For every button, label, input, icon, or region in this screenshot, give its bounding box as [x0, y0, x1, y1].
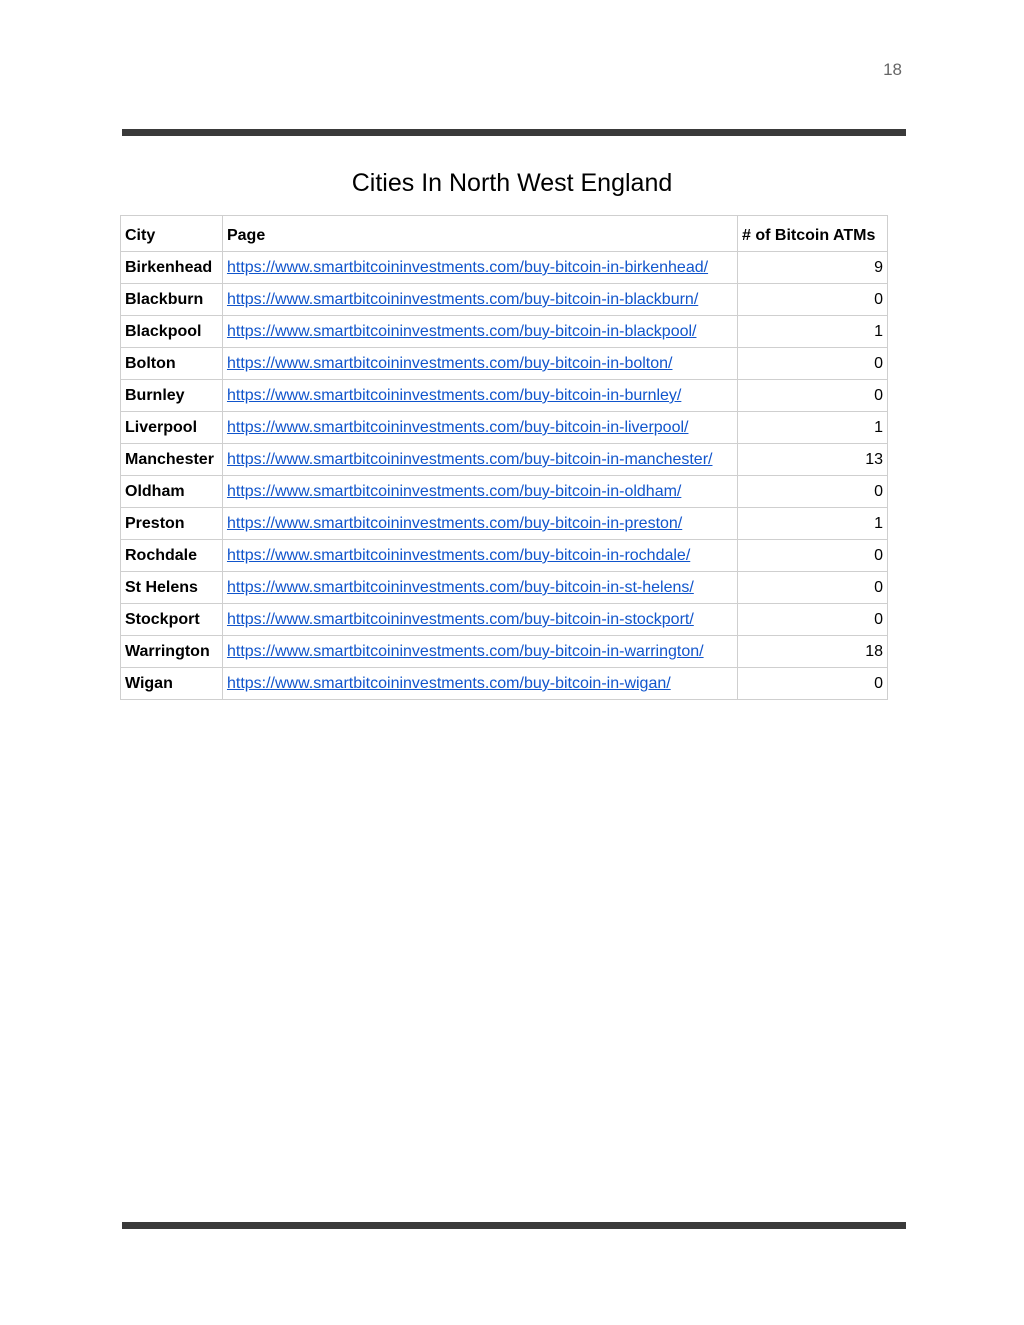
page-cell — [222, 572, 737, 604]
table-row — [121, 380, 888, 412]
bottom-divider — [122, 1222, 906, 1229]
city-name: Blackburn — [121, 284, 223, 316]
atm-count: 0 — [738, 348, 888, 380]
city-name: Oldham — [121, 476, 223, 508]
table-row — [121, 444, 888, 476]
bitcoin-atm-table — [120, 215, 888, 700]
page-cell — [222, 284, 737, 316]
page-cell — [222, 604, 737, 636]
atm-count: 1 — [738, 412, 888, 444]
city-name: Preston — [121, 508, 223, 540]
city-page-link[interactable]: https://www.smartbitcoininvestments.com/buy-bitcoin-in-stockport/ — [226, 611, 694, 628]
atm-count: 0 — [738, 604, 888, 636]
city-name: Warrington — [121, 636, 223, 668]
city-name: St Helens — [121, 572, 223, 604]
table-row — [121, 668, 888, 700]
city-name: Birkenhead — [121, 252, 223, 284]
atm-count: 9 — [738, 252, 888, 284]
city-page-link[interactable]: https://www.smartbitcoininvestments.com/buy-bitcoin-in-liverpool/ — [226, 419, 689, 436]
table-body — [121, 252, 888, 700]
page-cell — [222, 348, 737, 380]
page-cell — [222, 636, 737, 668]
city-name: Stockport — [121, 604, 223, 636]
city-page-link[interactable]: https://www.smartbitcoininvestments.com/buy-bitcoin-in-rochdale/ — [226, 547, 691, 564]
city-name: Liverpool — [121, 412, 223, 444]
atm-count: 0 — [738, 668, 888, 700]
atm-count: 0 — [738, 284, 888, 316]
table-row — [121, 252, 888, 284]
page-cell — [222, 444, 737, 476]
page-number: 18 — [883, 60, 902, 79]
city-page-link[interactable]: https://www.smartbitcoininvestments.com/buy-bitcoin-in-st-helens/ — [226, 579, 694, 596]
page-cell — [222, 540, 737, 572]
city-page-link[interactable]: https://www.smartbitcoininvestments.com/buy-bitcoin-in-wigan/ — [226, 675, 671, 692]
table-row — [121, 348, 888, 380]
city-name: Rochdale — [121, 540, 223, 572]
table-row — [121, 636, 888, 668]
city-page-link[interactable]: https://www.smartbitcoininvestments.com/buy-bitcoin-in-manchester/ — [226, 451, 713, 468]
city-page-link[interactable]: https://www.smartbitcoininvestments.com/buy-bitcoin-in-bolton/ — [226, 355, 673, 372]
page-cell — [222, 412, 737, 444]
page-title: Cities In North West England — [351, 169, 673, 197]
city-page-link[interactable]: https://www.smartbitcoininvestments.com/buy-bitcoin-in-birkenhead/ — [226, 259, 709, 276]
table-row — [121, 540, 888, 572]
table-row — [121, 476, 888, 508]
table-row — [121, 572, 888, 604]
city-page-link[interactable]: https://www.smartbitcoininvestments.com/buy-bitcoin-in-warrington/ — [226, 643, 704, 660]
table-header-row — [121, 216, 888, 252]
atm-count: 1 — [738, 508, 888, 540]
atm-count: 0 — [738, 572, 888, 604]
atm-count: 0 — [738, 540, 888, 572]
city-page-link[interactable]: https://www.smartbitcoininvestments.com/buy-bitcoin-in-oldham/ — [226, 483, 682, 500]
city-name: Blackpool — [121, 316, 223, 348]
atm-count: 18 — [738, 636, 888, 668]
page-cell — [222, 252, 737, 284]
top-divider — [122, 129, 906, 136]
table-row — [121, 316, 888, 348]
table-row — [121, 412, 888, 444]
table-row — [121, 284, 888, 316]
city-name: Manchester — [121, 444, 223, 476]
city-page-link[interactable]: https://www.smartbitcoininvestments.com/buy-bitcoin-in-preston/ — [226, 515, 683, 532]
header-atm-count: # of Bitcoin ATMs — [738, 216, 888, 252]
page-cell — [222, 668, 737, 700]
city-name: Wigan — [121, 668, 223, 700]
table-row — [121, 508, 888, 540]
city-name: Bolton — [121, 348, 223, 380]
header-page: Page — [222, 216, 737, 252]
page-cell — [222, 380, 737, 412]
atm-count: 13 — [738, 444, 888, 476]
table-row — [121, 604, 888, 636]
atm-count: 1 — [738, 316, 888, 348]
page-cell — [222, 476, 737, 508]
page-cell — [222, 316, 737, 348]
page-cell — [222, 508, 737, 540]
city-page-link[interactable]: https://www.smartbitcoininvestments.com/buy-bitcoin-in-blackburn/ — [226, 291, 699, 308]
city-name: Burnley — [121, 380, 223, 412]
city-page-link[interactable]: https://www.smartbitcoininvestments.com/buy-bitcoin-in-burnley/ — [226, 387, 682, 404]
atm-count: 0 — [738, 380, 888, 412]
header-city: City — [121, 216, 223, 252]
atm-count: 0 — [738, 476, 888, 508]
city-page-link[interactable]: https://www.smartbitcoininvestments.com/buy-bitcoin-in-blackpool/ — [226, 323, 697, 340]
